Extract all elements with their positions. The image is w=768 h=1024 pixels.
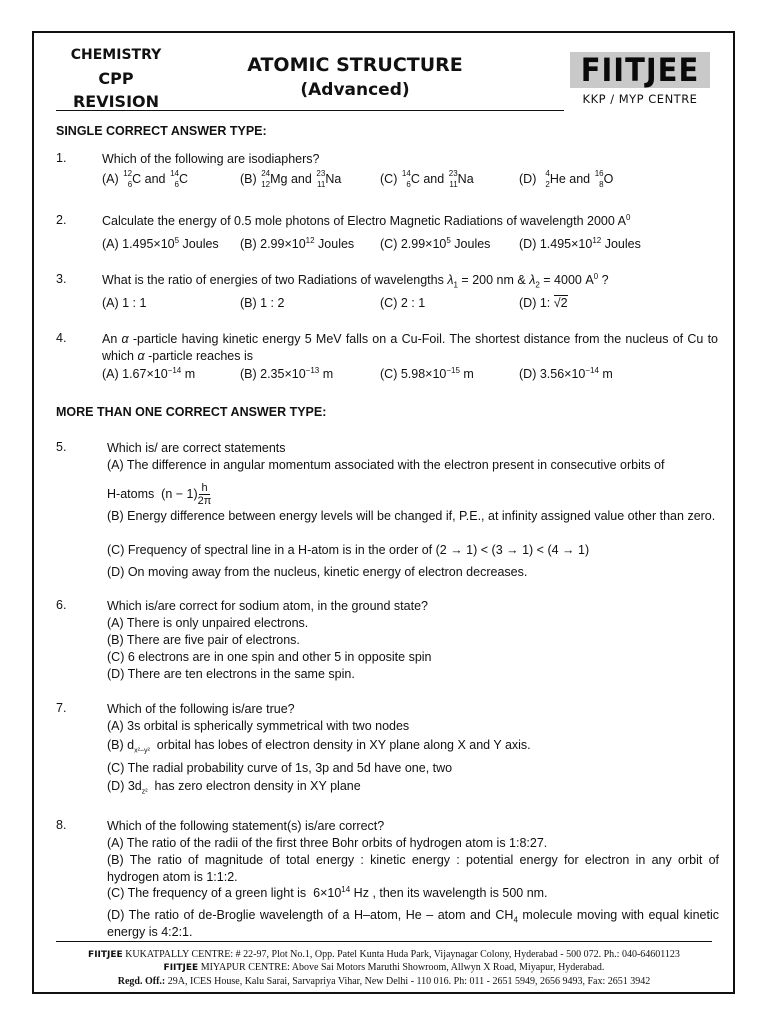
q3-option-d: (D) 1: √2 xyxy=(519,296,568,310)
q6-option-d: (D) There are ten electrons in the same spin. xyxy=(107,667,355,681)
q7-option-a: (A) 3s orbital is spherically symmetrical with two nodes xyxy=(107,719,410,733)
q3-option-b: (B) 1 : 2 xyxy=(240,296,285,310)
subject-label: CHEMISTRY xyxy=(70,47,162,63)
q4-option-d: (D) $3.56\times 10^{-14}$ m xyxy=(519,365,613,381)
q5-option-d: (D) On moving away from the nucleus, kinetic energy of electron decreases. xyxy=(107,565,528,579)
page-title: ATOMIC STRUCTURE xyxy=(247,54,463,76)
q6-option-c: (C) 6 electrons are in one spin and other 5 in opposite spin xyxy=(107,650,432,664)
q7-option-c: (C) The radial probability curve of 1s, 3p and 5d have one, two xyxy=(107,761,453,775)
q2-option-b: (B) $2.99\times 10^{12}$ Joules xyxy=(240,235,355,251)
q7-option-d: (D) $3d_{z^2}$ has zero electron density in XY plane xyxy=(107,779,361,796)
q8-option-c: (C) The frequency of a green light is $6\times 10^{14}$ Hz , then its wavelength is 500 nm. xyxy=(107,884,548,900)
q6-option-b: (B) There are five pair of electrons. xyxy=(107,633,300,647)
q1-number: 1. xyxy=(56,151,67,165)
q6-text: Which is/are correct for sodium atom, in the ground state? xyxy=(107,599,428,613)
q5-option-a-cont: H-atoms (n − 1) $\frac{h}{2\pi}$ xyxy=(107,482,212,507)
q6-number: 6. xyxy=(56,598,67,612)
footer-miyapur: FIITJEE MIYAPUR CENTRE: Above Sai Motors Maruthi Showroom, Allwyn X Road, Miyapur, Hyderabad. xyxy=(163,962,605,973)
footer-regd-office: Regd. Off.: 29A, ICES House, Kalu Sarai, Sarvapriya Vihar, New Delhi - 110 016. Ph: 011 - 2651 5949, 2656 9493, Fax: 2651 3942 xyxy=(117,976,651,987)
q4-text: An α -particle having kinetic energy 5 MeV falls on a Cu-Foil. The shortest distance from the nucleus of Cu to which α -particle reaches is xyxy=(102,332,718,363)
q5-option-c: (C) Frequency of spectral line in a H-atom is in the order of (2 → 1) < (3 → 1) < (4 → 1) xyxy=(107,543,590,557)
q3-text: What is the ratio of energies of two Radiations of wavelengths $\lambda_1 = 200$ nm & $\lambda_2 = 4000$ $A^0$ ? xyxy=(102,271,609,290)
q4-option-b: (B) $2.35\times 10^{-13}$ m xyxy=(240,365,334,381)
q3-option-a: (A) 1 : 1 xyxy=(102,296,147,310)
q5-number: 5. xyxy=(56,440,67,454)
section-multi-correct: MORE THAN ONE CORRECT ANSWER TYPE: xyxy=(56,405,327,419)
q2-wavelength: 2000 $A^0$ xyxy=(587,212,631,228)
q8-text: Which of the following statement(s) is/are correct? xyxy=(107,819,385,833)
q5-option-a: (A) The difference in angular momentum associated with the electron present in consecutive orbits of xyxy=(107,458,665,472)
footer-kukatpally: FIITJEE KUKATPALLY CENTRE: # 22-97, Plot No.1, Opp. Patel Kunta Huda Park, Vijaynagar Colony, Hyderabad - 500 072. Ph.: 040-64601123 xyxy=(88,949,680,960)
header-rule xyxy=(56,110,564,111)
q1-text: Which of the following are isodiaphers? xyxy=(102,152,320,166)
q8-option-d: (D) The ratio of de-Broglie wavelength of a H–atom, He – atom and $CH_4$ molecule moving with equal kinetic energy is 4:2:1. xyxy=(107,908,719,939)
q5-option-b: (B) Energy difference between energy levels will be changed if, P.E., at infinity assigned value other than zero. xyxy=(107,509,716,523)
q7-text: Which of the following is/are true? xyxy=(107,702,295,716)
cpp-label: CPP xyxy=(98,69,134,88)
q2-option-c: (C) $2.99\times 10^5$ Joules xyxy=(380,235,491,251)
page-subtitle: (Advanced) xyxy=(300,80,410,100)
q1-option-a: (A) 12 6 C and 14 6 C xyxy=(102,169,189,189)
q8-option-a: (A) The ratio of the radii of the first three Bohr orbits of hydrogen atom is 1:8:27. xyxy=(107,836,548,850)
q1-option-d: (D) 4 2 He and 16 8 O xyxy=(519,169,614,189)
q2-option-a: (A) $1.495\times 10^5$ Joules xyxy=(102,235,219,251)
q3-number: 3. xyxy=(56,272,67,286)
q1-option-b: (B) 24 12 Mg and 23 11 Na xyxy=(240,169,342,189)
centre-label: KKP / MYP CENTRE xyxy=(582,92,698,106)
fiitjee-logo: FIITJEE xyxy=(570,52,710,88)
header-title-block xyxy=(230,52,480,102)
section-single-correct: SINGLE CORRECT ANSWER TYPE: xyxy=(56,124,267,138)
q8-option-b: (B) The ratio of magnitude of total energy : kinetic energy : potential energy for electron in any orbit of hydrogen atom is 1:1:2. xyxy=(107,853,719,884)
q2-option-d: (D) $1.495\times 10^{12}$ Joules xyxy=(519,235,641,251)
q4-number: 4. xyxy=(56,331,67,345)
q8-number: 8. xyxy=(56,818,67,832)
q1-option-c: (C) 14 6 C and 23 11 Na xyxy=(380,169,474,189)
q7-number: 7. xyxy=(56,701,67,715)
revision-label: REVISION xyxy=(72,92,160,111)
q7-option-b: (B) $d_{x^2-y^2}$ orbital has lobes of electron density in XY plane along X and Y axis. xyxy=(107,738,531,755)
q6-option-a: (A) There is only unpaired electrons. xyxy=(107,616,309,630)
q5-text: Which is/ are correct statements xyxy=(107,441,286,455)
q2-number: 2. xyxy=(56,213,67,227)
header-left-block xyxy=(60,44,172,113)
q4-option-c: (C) $5.98\times 10^{-15}$ m xyxy=(380,365,474,381)
q2-text: Calculate the energy of 0.5 mole photons of Electro Magnetic Radiations of wavelength 2000 $A^0$ xyxy=(102,212,631,228)
footer-rule xyxy=(56,941,712,942)
q4-option-a: (A) $1.67\times 10^{-14}$ m xyxy=(102,365,196,381)
q3-option-c: (C) 2 : 1 xyxy=(380,296,426,310)
